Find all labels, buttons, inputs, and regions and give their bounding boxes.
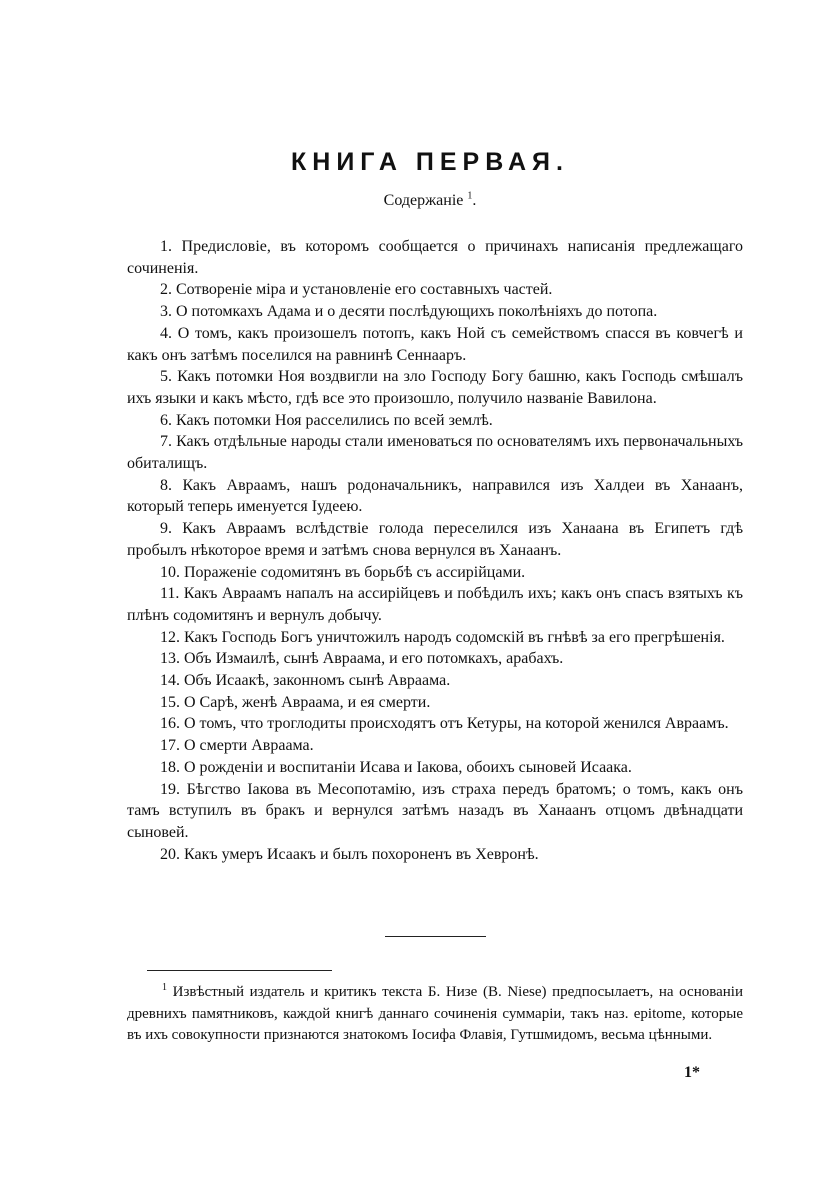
- contents-item-9: 9. Какъ Авраамъ вслѣдствie голода переселился изъ Ханаана въ Египетъ гдѣ пробылъ нѣкоторое время и затѣмъ снова вернулся въ Ханаанъ.: [127, 520, 743, 559]
- section-divider: [385, 936, 486, 937]
- contents-item-12: 12. Какъ Господь Богъ уничтожилъ народъ содомскiй въ гнѣвѣ за его прегрѣшенiя.: [160, 628, 725, 646]
- contents-item-3: 3. О потомкахъ Адама и о десяти послѣдующихъ поколѣнiяхъ до потопа.: [160, 303, 658, 321]
- contents-item-6: 6. Какъ потомки Ноя расселились по всей землѣ.: [160, 411, 493, 429]
- contents-item-8: 8. Какъ Авраамъ, нашъ родоначальникъ, направился изъ Халдеи въ Ханаанъ, который теперь именуется Iудеею.: [127, 476, 743, 516]
- contents-item-10: 10. Пораженie содомитянъ въ борьбѣ съ ассирiйцами.: [160, 563, 526, 581]
- contents-item-16: 16. О томъ, что троглодиты происходятъ отъ Кетуры, на которой женился Авраамъ.: [160, 715, 729, 733]
- contents-item-15: 15. О Сарѣ, женѣ Авраама, и ея смерти.: [160, 693, 431, 711]
- printer-signature: 1*: [684, 1064, 700, 1081]
- contents-item-2: 2. Сотворенie мiра и установленie его составныхъ частей.: [160, 281, 553, 299]
- contents-heading-text: Содержанie: [383, 192, 464, 209]
- footnote-text: Извѣстный издатель и критикъ текста Б. Низе (B. Niese) предпосылаетъ, на основанiи древнихъ памятниковъ, каждой книгѣ даннаго сочиненiя суммарiи, такъ наз. epitome, которые въ ихъ совокупности признаются знатокомъ Iосифа Флавiя, Гутшмидомъ, весьма цѣнными.: [127, 984, 744, 1043]
- footnote-rule: [147, 970, 332, 971]
- footnote-mark: 1: [162, 982, 167, 993]
- contents-list: [127, 236, 743, 865]
- contents-item-1: 1. Предисловie, въ которомъ сообщается о причинахъ написанiя предлежащаго сочиненiя.: [127, 238, 743, 277]
- contents-item-20: 20. Какъ умеръ Исаакъ и былъ похороненъ въ Хевронѣ.: [160, 845, 539, 863]
- book-title: КНИГА ПЕРВАЯ.: [291, 148, 569, 176]
- contents-item-17: 17. О смерти Авраама.: [160, 737, 314, 755]
- contents-item-5: 5. Какъ потомки Ноя воздвигли на зло Господу Богу башню, какъ Господь смѣшалъ ихъ языки и какъ мѣсто, гдѣ все это произошло, получило названie Вавилона.: [127, 368, 743, 407]
- contents-item-11: 11. Какъ Авраамъ напалъ на ассирiйцевъ и побѣдилъ ихъ; какъ онъ спасъ взятыхъ къ плѣнъ содомитянъ и вернулъ добычу.: [127, 585, 743, 624]
- contents-item-4: 4. О томъ, какъ произошелъ потопъ, какъ Ной съ семействомъ спасся въ ковчегѣ и какъ онъ затѣмъ поселился на равнинѣ Сеннааръ.: [127, 324, 743, 364]
- contents-footnote-ref: 1: [467, 190, 473, 202]
- contents-item-19: 19. Бѣгство Iакова въ Месопотамiю, изъ страха передъ братомъ; о томъ, какъ онъ тамъ вступилъ въ бракъ и вернулся затѣмъ назадъ въ Ханаанъ отцомъ двѣнадцати сыновей.: [127, 780, 743, 841]
- contents-item-13: 13. Объ Измаилѣ, сынѣ Авраама, и его потомкахъ, арабахъ.: [160, 650, 564, 668]
- contents-item-14: 14. Объ Исаакѣ, законномъ сынѣ Авраама.: [160, 672, 451, 690]
- footnote: [127, 982, 743, 1047]
- contents-item-7: 7. Какъ отдѣльные народы стали именоваться по основателямъ ихъ первоначальныхъ обиталищъ.: [127, 433, 743, 473]
- contents-heading: Содержанie $^1$.: [383, 190, 477, 209]
- contents-item-18: 18. О рожденiи и воспитанiи Исава и Iакова, обоихъ сыновей Исаака.: [160, 758, 632, 776]
